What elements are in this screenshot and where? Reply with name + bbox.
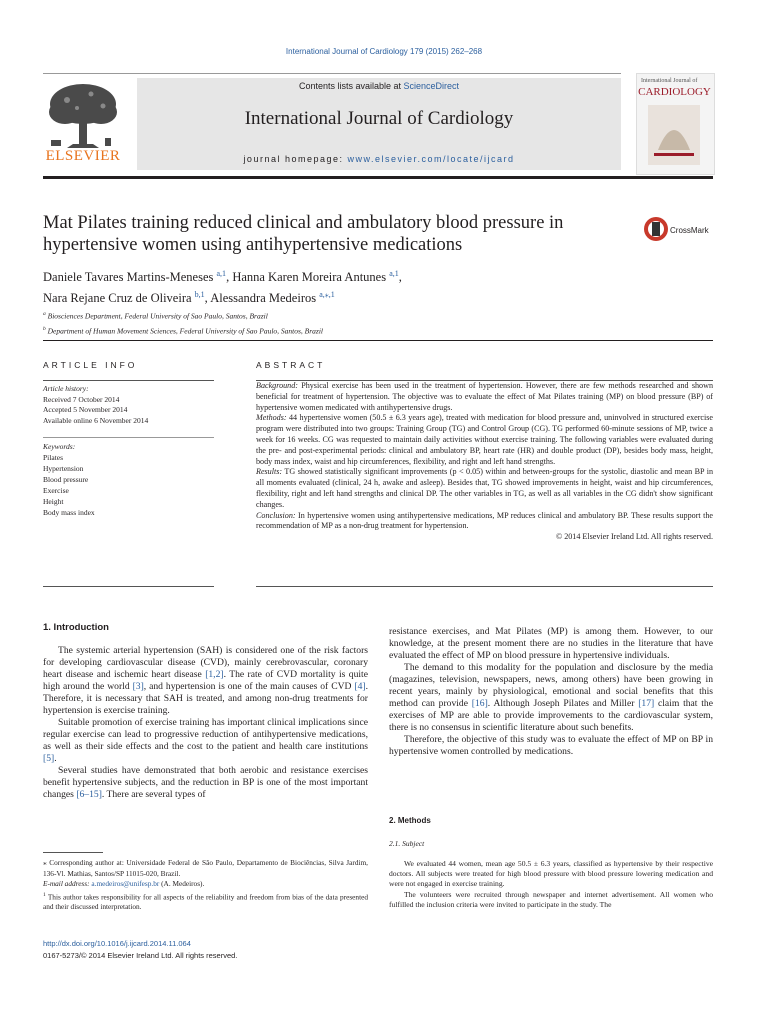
text: . Therefore, it is necessary that SAH is treated, and among non-drug treatments for hypertension is exercise training. <box>43 681 368 716</box>
history-label: Article history: <box>43 384 89 393</box>
author-separator: , <box>204 291 211 306</box>
text: The systemic arterial hypertension (SAH) is considered one of the risk factors for developing cardiovascular disease (CVD), mainly cerebrovascular, coronary heart disease and ischemic heart disease <box>43 645 368 680</box>
article-history <box>43 384 214 426</box>
email-suffix: (A. Medeiros). <box>159 879 205 888</box>
intro-paragraph: Therefore, the objective of this study was to evaluate the effect of MP on BP in hypertensive women controlled by medications. <box>389 734 713 757</box>
author-name: Alessandra Medeiros <box>210 291 317 306</box>
citation-link[interactable]: [3] <box>132 681 144 692</box>
email-note <box>43 879 368 890</box>
text: . The rate of CVD mortality is quite high around the world <box>43 669 368 692</box>
elsevier-wordmark: ELSEVIER <box>45 148 121 164</box>
contents-line <box>137 81 621 91</box>
author-name: Hanna Karen Moreira Antunes <box>232 270 387 285</box>
keyword-item: Exercise <box>43 486 69 495</box>
affiliation-sup: b <box>43 325 46 332</box>
crossmark-label[interactable]: CrossMark <box>670 226 709 235</box>
doi-link[interactable]: http://dx.doi.org/10.1016/j.ijcard.2014.11.064 <box>43 939 191 948</box>
affiliation-text: Department of Human Movement Sciences, Federal University of Sao Paulo, Santos, Brazil <box>47 326 323 335</box>
abstract-body <box>256 381 713 543</box>
background-text: Physical exercise has been used in the treatment of hypertension. However, there are few methods researched and shown beneficial for treatment of hypertension. The objective was to evaluate the effect of Mat Pilates training (MP) on blood pressure (BP) of hypertensive women medicated with antihypertensive drugs. <box>256 381 713 412</box>
affiliation-sup: a <box>43 311 46 317</box>
footnote-rule <box>43 852 103 853</box>
issn-copyright: 0167-5273/© 2014 Elsevier Ireland Ltd. All rights reserved. <box>43 951 238 960</box>
cover-title: CARDIOLOGY <box>638 86 711 98</box>
introduction-heading: 1. Introduction <box>43 622 109 633</box>
cover-art <box>648 105 700 165</box>
keywords-label: Keywords: <box>43 442 76 451</box>
intro-paragraph <box>43 765 368 801</box>
email-label: E-mail address: <box>43 879 92 888</box>
methods-heading: 2. Methods <box>389 816 431 825</box>
intro-paragraph <box>389 662 713 734</box>
citation-link[interactable]: [17] <box>638 698 655 709</box>
author-list <box>43 265 643 307</box>
author-separator: , <box>226 270 233 285</box>
methods-text: 44 hypertensive women (50.5 ± 6.3 years age), treated with medication for blood pressure and, uninvolved in structured exercise program were distributed into two groups: Training Group (TG) and Control Group (CG). TG performed 60-minute sessions of MP, twice a week for 16 weeks. CG was requested to maintain daily activities without exercise training. The following variables were evaluated during the pre- and post-experimental periods: clinical and ambulatory BP, heart rate (HR) and double product (DP), besides body mass, height, body mass index, waist and hip circumferences, flexibility, and right and left hand strengths. <box>256 413 713 466</box>
section-rule <box>43 340 713 341</box>
article-title-line-2: hypertensive women using antihypertensive medications <box>43 235 463 255</box>
conclusion-text: In hypertensive women using antihypertensive medications, MP reduces clinical and ambulatory BP. These results support the recommendation of MP as a non-drug treatment for hypertension. <box>256 510 713 531</box>
article-info-rule <box>43 380 214 381</box>
results-label: Results: <box>256 467 283 477</box>
header-rule-top <box>43 73 621 74</box>
author-name: Nara Rejane Cruz de Oliveira <box>43 291 192 306</box>
intro-paragraph: resistance exercises, and Mat Pilates (MP) is among them. However, to our knowledge, at the present moment there are no studies in the literature that have evaluated the effect of MP on blood pressure in hypertensive individuals. <box>389 626 713 661</box>
affiliation-item <box>43 308 643 323</box>
homepage-line <box>137 154 621 164</box>
keyword-item: Hypertension <box>43 464 84 473</box>
author-affiliation-sup[interactable]: a,1 <box>389 269 399 278</box>
footnotes <box>43 858 368 913</box>
article-info-heading: ARTICLE INFO <box>43 360 138 370</box>
methods-paragraph: The volunteers were recruited through newspaper and internet advertisement. All women who fulfilled the inclusion criteria were invited to participate in the study. The <box>389 889 713 909</box>
author-affiliation-sup[interactable]: a,1 <box>216 269 227 278</box>
intro-paragraph <box>43 717 368 765</box>
header-rule <box>43 176 713 179</box>
text: . There are several types of <box>101 789 206 800</box>
left-column <box>43 645 368 801</box>
text: Suitable promotion of exercise training has important clinical implications since regular exercise can lead to progressive reduction of antihypertensive medications, as well as their side effects and the cost to the patient and health care institutions <box>43 717 368 752</box>
keyword-item: Height <box>43 497 64 506</box>
citation-link[interactable]: [16] <box>471 698 488 709</box>
text: . <box>54 753 57 764</box>
text: . Although Joseph Pilates and Miller <box>487 698 639 709</box>
abstract-background <box>256 381 713 532</box>
keywords-rule <box>43 437 214 438</box>
citation-link[interactable]: [4] <box>354 681 366 692</box>
author-affiliation-sup[interactable]: b,1 <box>194 290 205 300</box>
methods-label: Methods: <box>256 413 287 423</box>
intro-paragraph <box>43 645 368 717</box>
journal-citation[interactable]: International Journal of Cardiology 179 (2015) 262–268 <box>285 47 483 56</box>
methods-text <box>389 859 713 910</box>
background-label: Background: <box>256 381 298 390</box>
sciencedirect-link[interactable]: ScienceDirect <box>403 81 460 91</box>
keyword-item: Blood pressure <box>43 475 89 484</box>
abstract-heading: ABSTRACT <box>256 360 326 370</box>
keyword-item: Pilates <box>43 453 63 462</box>
results-text: TG showed statistically significant improvements (p < 0.05) within and between-groups for the systolic, diastolic and mean BP in all moments evaluated (clinical, 24 h, awake and asleep). Besides that, TG showed improvements in height, waist and hip circumferences, flexibility, right and left hand strengths and clinical DP. The other variables in TG, as well as all variables in the CG didn't show significant changes. <box>256 467 713 509</box>
homepage-link[interactable]: www.elsevier.com/locate/ijcard <box>347 154 515 164</box>
keyword-item: Body mass index <box>43 508 95 517</box>
homepage-prefix: journal homepage: <box>243 154 348 164</box>
methods-paragraph: We evaluated 44 women, mean age 50.5 ± 6.3 years, classified as hypertensive by their respective doctors. All subjects were treated for high blood pressure with blood pressure lowering medication and were not engaged in exercise training. <box>389 859 713 889</box>
citation-link[interactable]: [5] <box>43 753 55 764</box>
text: , and hypertension is one of the main causes of CVD <box>143 681 355 692</box>
email-link[interactable]: a.medeiros@unifesp.br <box>91 879 160 888</box>
right-column <box>389 626 713 758</box>
subject-subheading: 2.1. Subject <box>389 839 425 848</box>
abstract-copyright: © 2014 Elsevier Ireland Ltd. All rights reserved. <box>556 532 713 542</box>
history-online: Available online 6 November 2014 <box>43 415 149 425</box>
journal-title: International Journal of Cardiology <box>244 108 514 129</box>
keywords <box>43 441 214 518</box>
article-title <box>43 212 613 256</box>
contents-prefix: Contents lists available at <box>298 81 404 91</box>
conclusion-label: Conclusion: <box>256 510 296 520</box>
article-title-line-1: Mat Pilates training reduced clinical and ambulatory blood pressure in <box>43 213 564 233</box>
author-name: Daniele Tavares Martins-Meneses <box>43 270 214 285</box>
text: The demand to this modality for the population and disclosure by the media (magazines, television, newspapers, news, among others) have been growing in recent years, mainly by physiological, emotional and social benefits that this method can provide <box>389 662 713 709</box>
article-info-bottom-rule <box>43 586 214 587</box>
cover-subtitle: International Journal of <box>641 78 698 84</box>
text: Several studies have demonstrated that both aerobic and resistance exercises benefit hypertensive subjects, and the reduction in BP is one of the most important changes <box>43 765 368 800</box>
citation-link[interactable]: [6–15] <box>76 789 102 800</box>
abstract-bottom-rule <box>256 586 713 587</box>
author-responsibility-note <box>43 890 368 913</box>
text: claim that the exercises of MP are able to provide improvements to the cardiovascular system, there is no consensus in scientific literature about such benefits. <box>389 698 713 733</box>
footnote-sup: 1 <box>43 891 46 898</box>
citation-link[interactable]: [1,2] <box>205 669 224 680</box>
footnote-text: This author takes responsibility for all aspects of the reliability and freedom from bias of the data presented and their discussed interpretation. <box>43 891 368 912</box>
affiliation-item <box>43 323 643 338</box>
affiliations <box>43 308 643 337</box>
author-affiliation-sup[interactable]: a,⁎,1 <box>319 290 335 300</box>
history-received: Received 7 October 2014 <box>43 394 120 404</box>
affiliation-text: Biosciences Department, Federal University of Sao Paulo, Santos, Brazil <box>47 311 268 321</box>
author-separator: , <box>398 270 402 285</box>
corresponding-author-note: ⁎ Corresponding author at: Universidade Federal de São Paulo, Departamento de Biociências, Silva Jardim, 136-Vl. Mathias, Santos/SP 11015-020, Brazil. <box>43 858 368 878</box>
history-accepted: Accepted 5 November 2014 <box>43 405 128 414</box>
